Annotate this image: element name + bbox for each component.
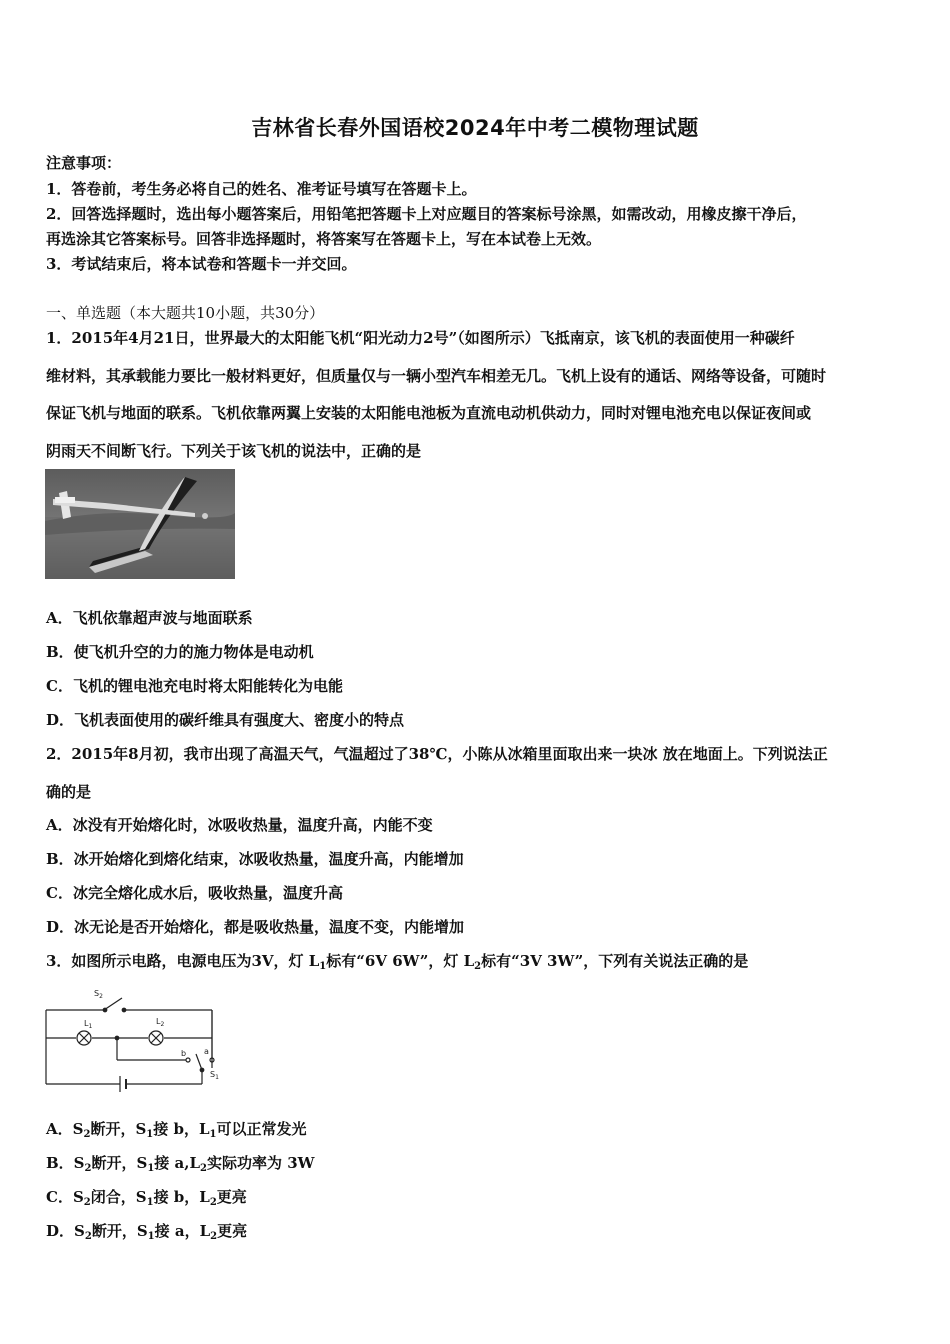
notice-item: 再选涂其它答案标号。回答非选择题时，将答案写在答题卡上，写在本试卷上无效。 (46, 230, 602, 248)
terminal-a-label: a (204, 1047, 209, 1056)
circuit-diagram (40, 984, 230, 1096)
solar-plane-photo (45, 469, 235, 579)
question-1-text: 1．2015年4月21日，世界最大的太阳能飞机“阳光动力2号”（如图所示）飞抵南京，该飞机的表面使用一种碳纤 (46, 329, 795, 347)
notice-item: 2．回答选择题时，选出每小题答案后，用铅笔把答题卡上对应题目的答案标号涂黑，如需改动，用橡皮擦干净后， (46, 205, 807, 223)
question-3-option-c: C．$S_2$闭合，$S_1$接 b，$L_2$更亮 (46, 1188, 247, 1208)
question-1-option-a: A．飞机依靠超声波与地面联系 (46, 609, 253, 627)
question-2-text: 2．2015年8月初，我市出现了高温天气，气温超过了38℃，小陈从冰箱里面取出来一块冰 放在地面上。下列说法正 (46, 745, 828, 763)
terminal-b-label: b (181, 1049, 187, 1058)
question-2-text: 确的是 (46, 783, 92, 801)
question-1-text: 阴雨天不间断飞行。下列关于该飞机的说法中，正确的是 (46, 442, 422, 460)
notice-item: 1．答卷前，考生务必将自己的姓名、准考证号填写在答题卡上。 (46, 180, 477, 198)
l2-label: L (156, 1017, 161, 1026)
svg-text:S2: $S_2$ (94, 989, 103, 1000)
question-2-option-d: D．冰无论是否开始熔化，都是吸收热量，温度不变，内能增加 (46, 918, 465, 936)
s2-label: S (94, 989, 100, 998)
question-1-option-b: B．使飞机升空的力的施力物体是电动机 (46, 643, 314, 661)
l1-label: L (84, 1019, 89, 1028)
notice-heading: 注意事项： (46, 154, 122, 172)
svg-text:S1: $S_1$ (210, 1070, 219, 1081)
question-3-option-b: B．$S_2$断开，$S_1$接 $a,L_2$实际功率为 3W (46, 1154, 315, 1174)
question-1-text: 保证飞机与地面的联系。飞机依靠两翼上安装的太阳能电池板为直流电动机供动力，同时对锂电池充电以保证夜间或 (46, 404, 812, 422)
question-1-option-c: C．飞机的锂电池充电时将太阳能转化为电能 (46, 677, 343, 695)
question-2-option-a: A．冰没有开始熔化时，冰吸收热量，温度升高，内能不变 (46, 816, 433, 834)
section-heading: 一、单选题（本大题共10小题，共30分） (46, 304, 325, 322)
question-2-option-c: C．冰完全熔化成水后，吸收热量，温度升高 (46, 884, 343, 902)
question-3-option-d: D．$S_2$断开，$S_1$接 a，$L_2$更亮 (46, 1222, 248, 1242)
question-3-text: 3．如图所示电路，电源电压为3V，灯 $L_1$标有“6V 6W”，灯 $L_2$标有“3V 3W”，下列有关说法正确的是 (46, 952, 749, 972)
svg-text:L1: $L_1$ (84, 1019, 93, 1030)
page-title: 吉林省长春外国语校2024年中考二模物理试题 (251, 116, 699, 140)
svg-text:L2: $L_2$ (156, 1017, 165, 1028)
question-2-option-b: B．冰开始熔化到熔化结束，冰吸收热量，温度升高，内能增加 (46, 850, 464, 868)
question-3-option-a: A．$S_2$断开，$S_1$接 b，$L_1$可以正常发光 (46, 1120, 307, 1140)
question-1-option-d: D．飞机表面使用的碳纤维具有强度大、密度小的特点 (46, 711, 405, 729)
notice-item: 3．考试结束后，将本试卷和答题卡一并交回。 (46, 255, 357, 273)
question-1-text: 维材料，其承载能力要比一般材料更好，但质量仅与一辆小型汽车相差无几。飞机上设有的通话、网络等设备，可随时 (46, 367, 827, 385)
s1-label: S (210, 1070, 216, 1079)
